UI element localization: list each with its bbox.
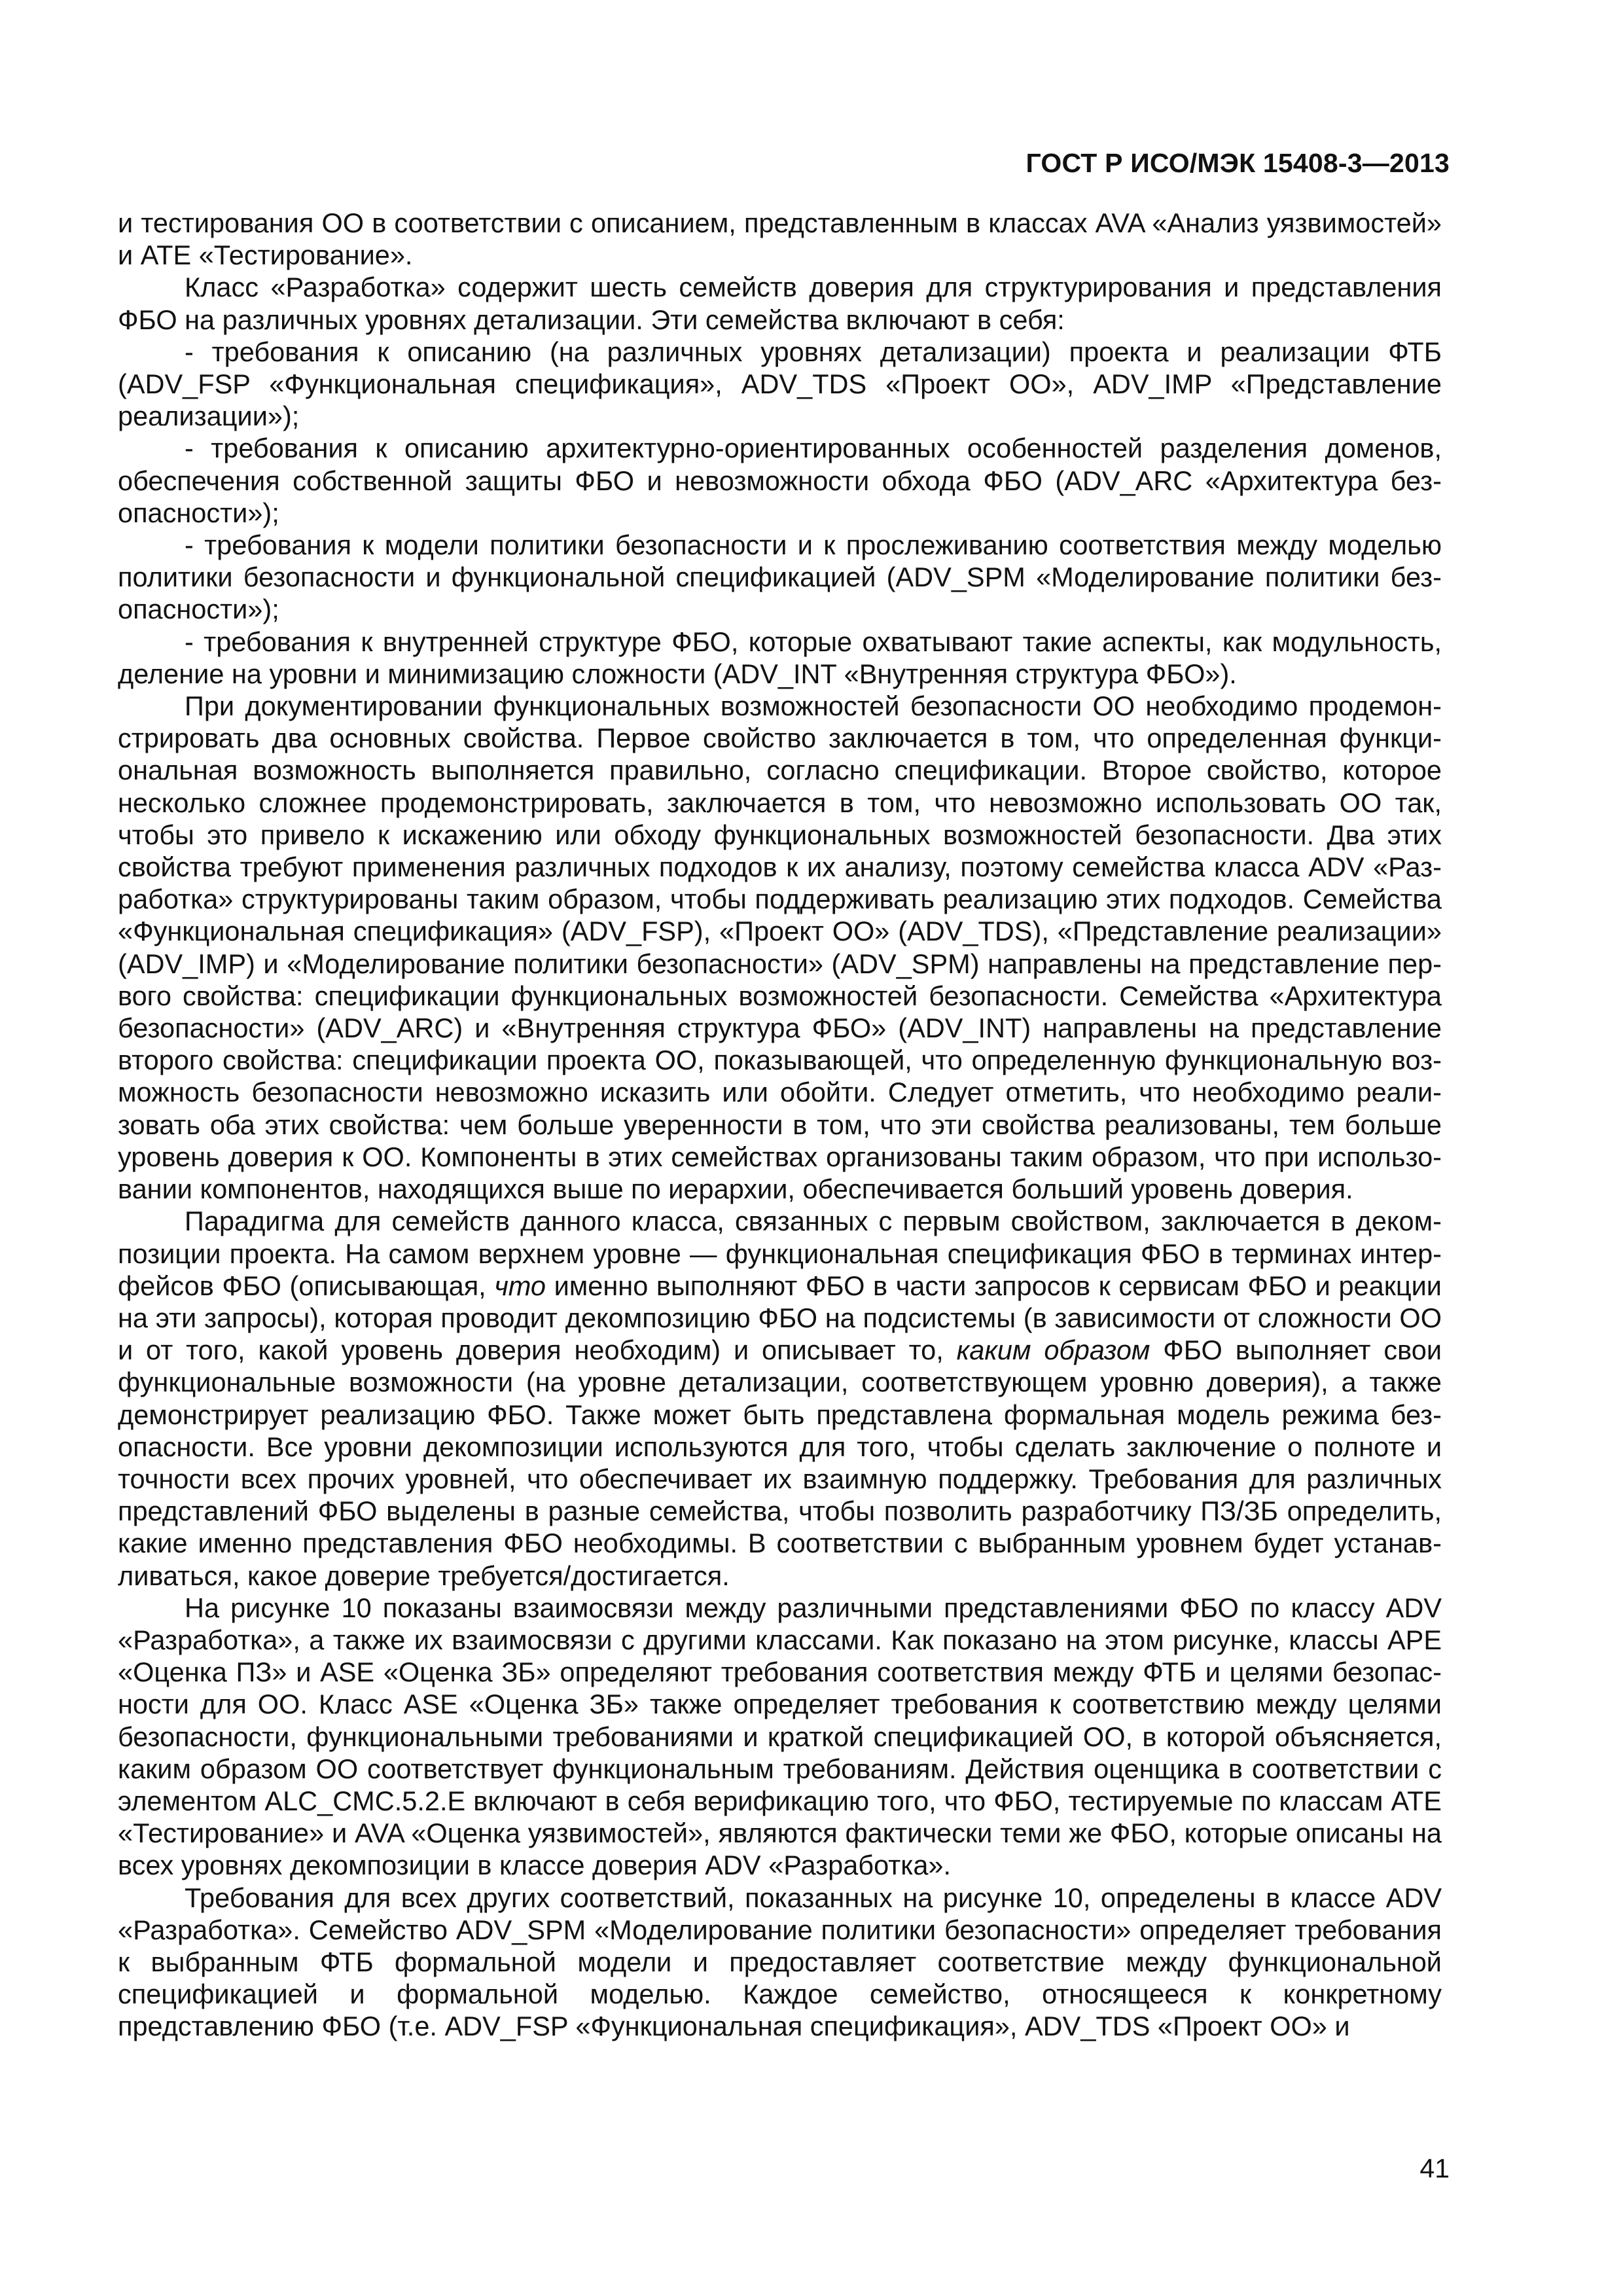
list-item: - требования к описанию архитектурно-ориентированных особенностей разделения доменов, обеспечения собственной защиты ФБО и невозможности обхода ФБО (ADV_ARC «Архитектура безопасности»); [118, 433, 1442, 528]
list-item: - требования к внутренней структуре ФБО, которые охватывают такие аспекты, как модульность, деление на уровни и минимизацию сложности (ADV_INT «Внутренняя структура ФБО»). [118, 626, 1442, 689]
paragraph: Требования для всех других соответствий, показанных на рисунке 10, определены в классе ADV «Разработка». Семейство ADV_SPM «Моделирование политики безопасности» определяет требования к выбранным ФТБ формальной модели и предоставляет соответствие между функциональной спецификацией и формальной моделью. Каждое семейство, относящееся к конкретному представлению ФБО (т.е. ADV_FSP «Функциональная спецификация», ADV_TDS «Проект ОО» и [118, 1882, 1442, 2042]
paragraph: Класс «Разработка» содержит шесть семейств доверия для структурирования и представления ФБО на различных уровнях детализации. Эти семейства включают в себя: [118, 272, 1442, 335]
paragraph: При документировании функциональных возможностей безопасности ОО необходимо продемонстрировать два основных свойства. Первое свойство заключается в том, что определенная функциональная возможность выполняется правильно, согласно спецификации. Второе свойство, которое несколько сложнее продемонстрировать, заключается в том, что невозможно использовать ОО так, чтобы это привело к искажению или обходу функциональных возможностей безопасности. Два этих свойства требуют применения различных подходов к их анализу, поэтому семейства класса ADV «Разработка» структурированы таким образом, чтобы поддерживать реализацию этих подходов. Семейства «Функциональная спецификация» (ADV_FSP), «Проект ОО» (ADV_TDS), «Представление реализации» (ADV_IMP) и «Моделирование политики безопасности» (ADV_SPM) направлены на представление первого свойства: спецификации функциональных возможностей безопасности. Семейства «Архитектура безопасности» (ADV_ARC) и «Внутренняя структура ФБО» (ADV_INT) направлены на представление второго свойства: спецификации проекта ОО, показывающей, что определенную функциональную возможность безопасности невозможно исказить или обойти. Следует отметить, что необходимо реализовать оба этих свойства: чем больше уверенности в том, что эти свойства реализованы, тем больше уровень доверия к ОО. Компоненты в этих семействах организованы таким образом, что при использовании компонентов, находящихся выше по иерархии, обеспечивается больший уровень доверия. [118, 691, 1442, 1205]
emphasis-text: что [494, 1270, 546, 1301]
paragraph: На рисунке 10 показаны взаимосвязи между различными представлениями ФБО по классу ADV «Разработка», а также их взаимосвязи с другими классами. Как показано на этом рисунке, классы АРЕ «Оценка ПЗ» и ASE «Оценка ЗБ» определяют требования соответствия между ФТБ и целями безопасности для ОО. Класс ASE «Оценка ЗБ» также определяет требования к соответствию между целями безопасности, функциональными требованиями и краткой спецификацией ОО, в которой объясняется, каким образом ОО соответствует функциональным требованиям. Действия оценщика в соответствии с элементом ALC_CMC.5.2.Е включают в себя верификацию того, что ФБО, тестируемые по классам АТЕ «Тестирование» и AVA «Оценка уязвимостей», являются фактически теми же ФБО, которые описаны на всех уровнях декомпозиции в классе доверия ADV «Разработка». [118, 1592, 1442, 1881]
text-run: именно выполняют ФБО в части запросов к сервисам ФБО и реакции на эти запросы), которая проводит декомпозицию ФБО на подсистемы (в зависимости от сложности ОО и от того, какой уровень доверия необходим) и описывает то, [118, 1270, 1442, 1366]
page-number: 41 [1419, 2153, 1450, 2183]
list-item: - требования к описанию (на различных уровнях детализации) проекта и реализации ФТБ (ADV_FSP «Функциональная спецификация», ADV_TDS «Проект ОО», ADV_IMP «Представление реализации»); [118, 336, 1442, 432]
text-run: Парадигма для семейств данного класса, связанных с первым свойством, заключается в декомпозиции проекта. На самом верхнем уровне — функциональная спецификация ФБО в терминах интерфейсов ФБО (описывающая, [118, 1206, 1442, 1301]
document-header-standard-id: ГОСТ Р ИСО/МЭК 15408-3—2013 [1026, 148, 1450, 178]
document-body [118, 207, 1442, 2043]
paragraph: и тестирования ОО в соответствии с описанием, представленным в классах AVA «Анализ уязвимостей» и АТЕ «Тестирование». [118, 207, 1442, 271]
list-item: - требования к модели политики безопасности и к прослеживанию соответствия между моделью политики безопасности и функциональной спецификацией (ADV_SPM «Моделирование политики безопасности»); [118, 529, 1442, 625]
paragraph [118, 1205, 1442, 1591]
text-run: ФБО выполняет свои функциональные возможности (на уровне детализации, соответствующем уровню доверия), а также демонстрирует реализацию ФБО. Также может быть представлена формальная модель режима безопасности. Все уровни декомпозиции используются для того, чтобы сделать заключение о полноте и точности всех прочих уровней, что обеспечивает их взаимную поддержку. Требования для различных представлений ФБО выделены в разные семейства, чтобы позволить разработчику ПЗ/ЗБ определить, какие именно представления ФБО необходимы. В соответствии с выбранным уровнем будет устанавливаться, какое доверие требуется/достигается. [118, 1335, 1442, 1591]
emphasis-text: каким образом [956, 1335, 1150, 1366]
